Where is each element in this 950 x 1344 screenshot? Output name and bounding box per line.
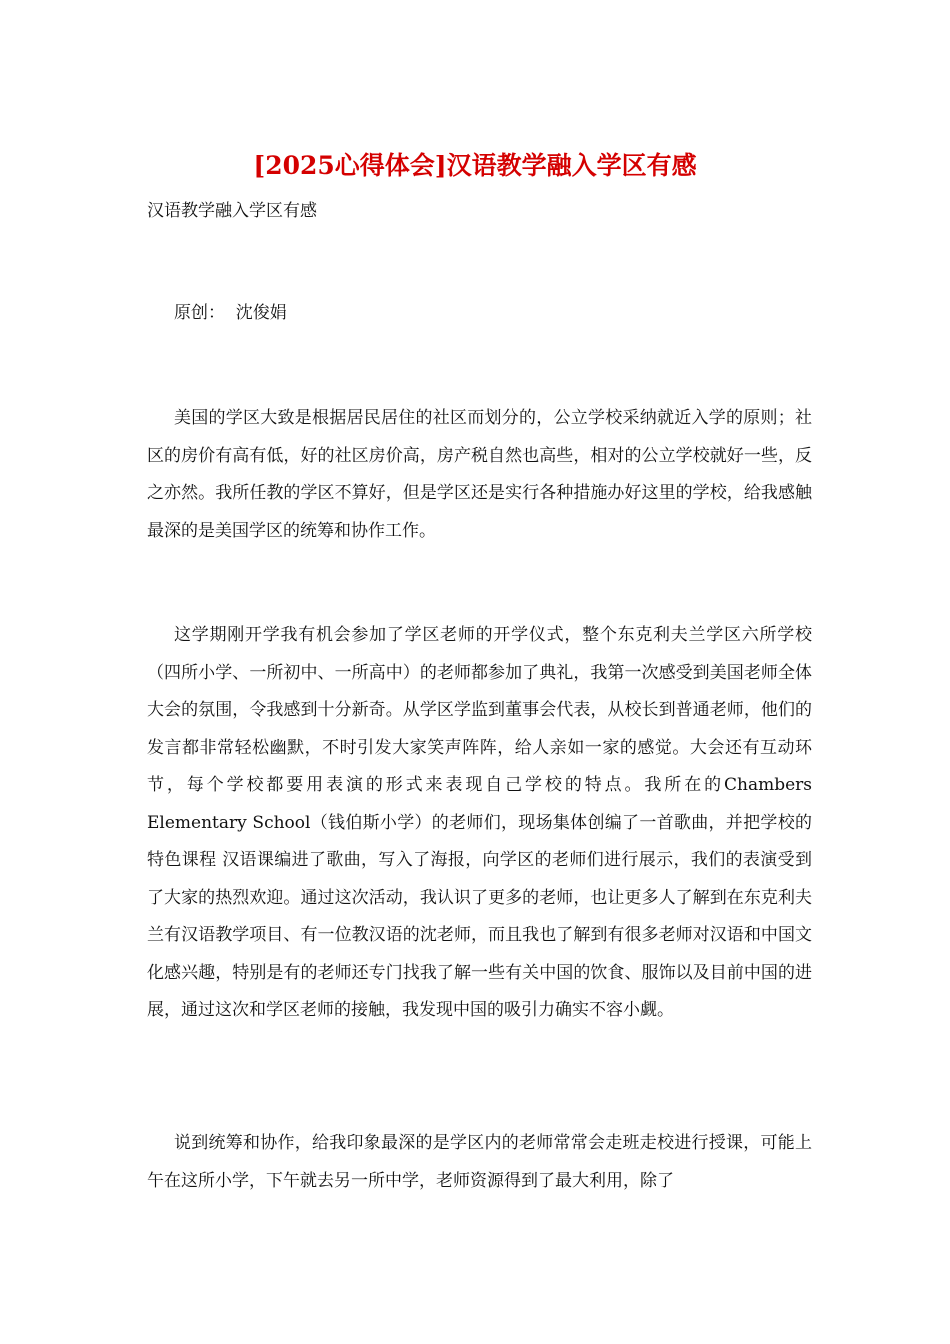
paragraph-2: 这学期刚开学我有机会参加了学区老师的开学仪式，整个东克利夫兰学区六所学校（四所小学、一所初中、一所高中）的老师都参加了典礼，我第一次感受到美国老师全体大会的氛围，令我感到十分新奇。从学区学监到董事会代表，从校长到普通老师，他们的发言都非常轻松幽默，不时引发大家笑声阵阵，给人亲如一家的感觉。大会还有互动环节，每个学校都要用表演的形式来表现自己学校的特点。我所在的Chambers Elementary School（钱伯斯小学）的老师们，现场集体创编了一首歌曲，并把学校的特色课程 汉语课编进了歌曲，写入了海报，向学区的老师们进行展示，我们的表演受到了大家的热烈欢迎。通过这次活动，我认识了更多的老师，也让更多人了解到在东克利夫兰有汉语教学项目、有一位教汉语的沈老师，而且我也了解到有很多老师对汉语和中国文化感兴趣，特别是有的老师还专门找我了解一些有关中国的饮食、服饰以及目前中国的进展，通过这次和学区老师的接触，我发现中国的吸引力确实不容小觑。 bbox=[147, 625, 812, 1020]
author-line: 原创： 沈俊娟 bbox=[174, 303, 287, 323]
document-subtitle: 汉语教学融入学区有感 bbox=[147, 201, 317, 221]
paragraph-3: 说到统筹和协作，给我印象最深的是学区内的老师常常会走班走校进行授课，可能上午在这所小学，下午就去另一所中学，老师资源得到了最大利用，除了 bbox=[147, 1133, 812, 1191]
document-title: [2025心得体会]汉语教学融入学区有感 bbox=[253, 151, 697, 180]
paragraph-1: 美国的学区大致是根据居民居住的社区而划分的，公立学校采纳就近入学的原则；社区的房价有高有低，好的社区房价高，房产税自然也高些，相对的公立学校就好一些，反之亦然。我所任教的学区不算好，但是学区还是实行各种措施办好这里的学校，给我感触最深的是美国学区的统筹和协作工作。 bbox=[147, 408, 812, 541]
